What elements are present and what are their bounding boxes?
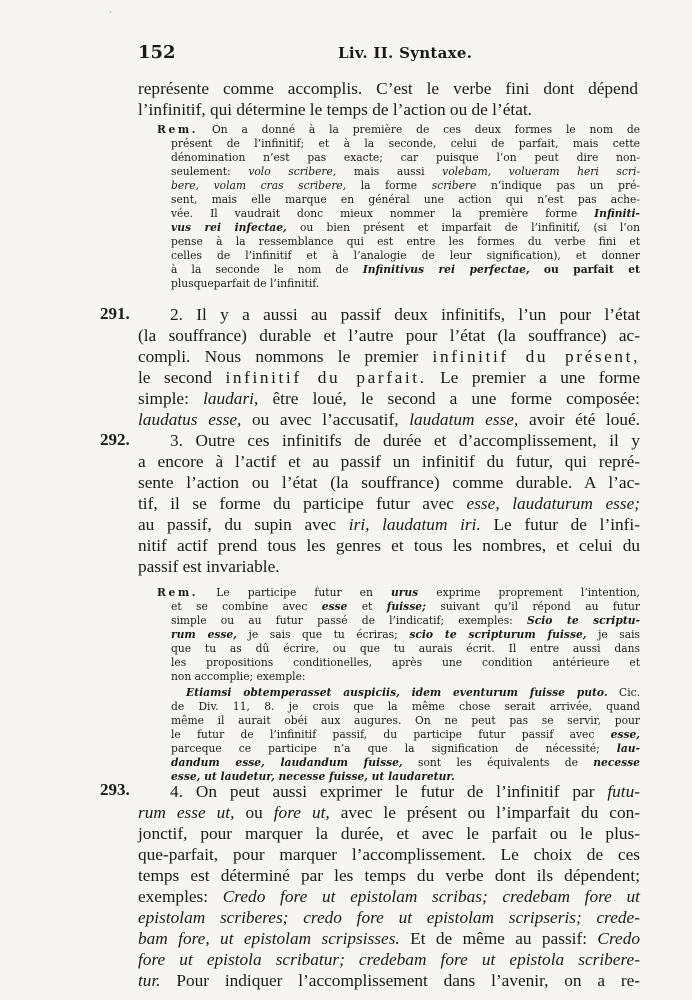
latin-text: scio te scripturum fuisse,: [409, 628, 587, 641]
text-span: seulement:: [171, 165, 231, 178]
text-line: [138, 907, 640, 928]
text-span: Le futur de l’infi-: [493, 515, 640, 534]
latin-text: bere, volam cras scribere,: [171, 179, 347, 192]
text-line: [138, 367, 640, 388]
text-line: celles de l’infinitif et à l’analogie de leur signification), et donner: [171, 249, 640, 262]
text-span: je sais que tu écriras;: [248, 628, 398, 641]
page-header: [138, 42, 638, 66]
latin-text: scribere: [431, 179, 477, 192]
remark-label: Rem.: [157, 123, 199, 136]
latin-text: urus: [390, 586, 419, 599]
page-number: 152: [138, 42, 176, 63]
text-line: [170, 781, 640, 802]
text-line: [138, 886, 640, 907]
latin-text: esse,: [610, 728, 640, 741]
latin-text: esse: [321, 600, 348, 613]
text-span: ou bien présent et imparfait de l’infinitif, (si l’on: [299, 221, 640, 234]
text-span: ou parfait et: [543, 263, 640, 276]
text-span: avec le présent ou l’imparfait du con-: [340, 803, 641, 822]
text-span: le second: [138, 368, 212, 387]
text-line: [138, 346, 640, 367]
text-line: [138, 493, 640, 514]
text-span: Pour indiquer l’accomplissement dans l’avenir, on a re-: [176, 971, 640, 990]
latin-text: necesse: [593, 756, 640, 769]
text-span: ou avec l’accusatif,: [251, 410, 399, 429]
latin-text: tur.: [138, 971, 161, 990]
latin-text: Infiniti-: [594, 207, 640, 220]
text-span: le futur de l’infinitif passif, du participe futur passif avec: [171, 728, 595, 741]
text-span: 4. On peut aussi exprimer le futur de l’infinitif par: [170, 782, 595, 801]
text-line: [157, 123, 640, 137]
section-number: 292.: [100, 430, 130, 449]
latin-text: Etiamsi obtemperasset auspiciis, idem eventurum fuisse puto.: [186, 686, 608, 699]
term: infinitif du parfait.: [225, 368, 427, 387]
latin-text: esse, laudaturum esse;: [466, 494, 640, 513]
margin-speck: ˊ: [108, 12, 113, 22]
text-line: [138, 949, 640, 970]
text-span: je sais: [598, 628, 641, 641]
text-line: non accomplie; exemple:: [171, 670, 306, 683]
text-line: présent de l’infinitif; et à la seconde, celui de parfait, mais cette: [171, 137, 640, 150]
text-line: que-parfait, pour marquer l’accomplissement. Le choix de ces: [138, 845, 640, 864]
latin-text: lau-: [616, 742, 640, 755]
text-line: [138, 970, 640, 991]
text-line: pense à la ressemblance qui est entre les formes du verbe fini et: [171, 235, 640, 248]
text-span: suivant qu’il répond au futur: [440, 600, 641, 613]
latin-text: dandum esse, laudandum fuisse,: [171, 756, 403, 769]
running-title: Liv. II. Syntaxe.: [338, 44, 473, 62]
text-span: Le participe futur en: [216, 586, 373, 599]
text-span: Le premier a une forme: [440, 368, 640, 387]
latin-text: Infinitivus rei perfectae,: [362, 263, 530, 276]
latin-text: rum esse,: [171, 628, 237, 641]
text-line: passif est invariable.: [138, 557, 280, 576]
text-line: nitif actif prend tous les genres et tous les nombres, et celui du: [138, 536, 640, 555]
text-span: au passif, du supin avec: [138, 515, 337, 534]
section-number: 293.: [100, 780, 130, 799]
text-line: représente comme accomplis. C’est le verbe fini dont dépend: [138, 79, 638, 98]
text-span: parceque ce participe n’a que la signification de nécessité;: [171, 742, 600, 755]
latin-text: fuisse;: [386, 600, 426, 613]
text-span: exemples:: [138, 887, 209, 906]
text-line: (la souffrance) durable et l’autre pour l’état (la souffrance) ac-: [138, 326, 640, 345]
latin-text: futu-: [607, 782, 640, 801]
section-number: 291.: [100, 304, 130, 323]
text-line: 3. Outre ces infinitifs de durée et d’accomplissement, il y: [170, 431, 640, 450]
text-line: [171, 207, 640, 221]
latin-text: fore ut epistola scribatur; credebam fore ut epistola scribere-: [138, 950, 640, 969]
latin-text: Credo fore ut epistolam scribas; credebam fore ut: [222, 887, 640, 906]
text-line: de Div. 11, 8. je crois que la même chose serait arrivée, quand: [171, 700, 640, 713]
text-line: que tu as dû écrire, ou que tu aurais écrit. Il entre aussi dans: [171, 642, 640, 655]
latin-text: esse, ut laudetur, necesse fuisse, ut laudaretur.: [171, 770, 455, 783]
text-span: On a donné à la première de ces deux formes le nom de: [211, 123, 640, 136]
text-line: l’infinitif, qui détermine le temps de l’action ou de l’état.: [138, 100, 532, 119]
text-span: vée. Il vaudrait donc mieux nommer la première forme: [171, 207, 578, 220]
text-span: exprime proprement l’intention,: [436, 586, 640, 599]
text-span: sont les équivalents de: [418, 756, 578, 769]
text-span: et: [361, 600, 373, 613]
latin-text: rum esse ut,: [138, 803, 235, 822]
latin-text: Credo: [597, 929, 640, 948]
text-span: tif, il se forme du participe futur avec: [138, 494, 454, 513]
latin-text: bam fore, ut epistolam scripsisses.: [138, 929, 400, 948]
latin-text: Scio te scriptu-: [526, 614, 640, 627]
text-line: [157, 586, 640, 600]
remark-label: Rem.: [157, 586, 199, 599]
text-line: [171, 179, 640, 193]
latin-text: laudatum esse,: [409, 410, 519, 429]
term: infinitif du présent,: [432, 347, 640, 366]
text-span: mais aussi: [353, 165, 425, 178]
text-span: et se combine avec: [171, 600, 308, 613]
text-line: sent, mais elle marque en général une action qui n’est pas ache-: [171, 193, 640, 206]
text-line: a encore à l’actif et au passif un infinitif du futur, qui repré-: [138, 452, 640, 471]
text-line: [138, 928, 640, 949]
latin-text: iri, laudatum iri.: [348, 515, 481, 534]
text-span: être loué, le second a une forme composée:: [272, 389, 640, 408]
text-line: même il aurait obéi aux augures. On ne peut pas se servir, pour: [171, 714, 640, 727]
text-span: simple:: [138, 389, 189, 408]
text-span: ou: [245, 803, 263, 822]
text-span: la forme: [360, 179, 418, 192]
text-span: compli. Nous nommons le premier: [138, 347, 419, 366]
text-line: dénomination n’est pas exacte; car puisque l’on peut dire non-: [171, 151, 640, 164]
text-span: simple ou au futur passé de l’indicatif; exemples:: [171, 614, 513, 627]
latin-text: volo scribere,: [248, 165, 337, 178]
text-line: temps est déterminé par les temps du verbe dont ils dépendent;: [138, 866, 640, 885]
text-span: Et de même au passif:: [410, 929, 588, 948]
text-span: n’indique pas un pré-: [490, 179, 641, 192]
text-line: [171, 756, 640, 770]
text-line: plusqueparfait de l’infinitif.: [171, 277, 320, 290]
text-line: sente l’action ou l’état (la souffrance) comme durable. A l’ac-: [138, 473, 640, 492]
latin-text: laudatus esse,: [138, 410, 242, 429]
text-line: [171, 263, 640, 277]
latin-text: fore ut,: [273, 803, 330, 822]
text-line: 2. Il y a aussi au passif deux infinitifs, l’un pour l’état: [170, 305, 640, 324]
text-line: [138, 802, 640, 823]
latin-text: vus rei infectae,: [171, 221, 287, 234]
text-line: [138, 409, 640, 430]
text-line: [186, 686, 640, 700]
latin-text: volebam, volueram heri scri-: [442, 165, 641, 178]
text-span: Cic.: [619, 686, 640, 699]
latin-text: epistolam scriberes; credo fore ut epistolam scripseris; crede-: [138, 908, 640, 927]
text-line: [171, 165, 640, 179]
latin-text: laudari,: [203, 389, 259, 408]
text-line: [138, 388, 640, 409]
text-line: [171, 628, 640, 642]
text-line: [138, 514, 640, 535]
text-line: [171, 728, 640, 742]
text-line: [171, 742, 640, 756]
text-line: les propositions conditionelles, après une condition antérieure et: [171, 656, 640, 669]
text-line: [171, 600, 640, 614]
text-line: [171, 614, 640, 628]
text-span: avoir été loué.: [528, 410, 640, 429]
text-line: [171, 221, 640, 235]
text-line: jonctif, pour marquer la durée, et avec le parfait ou le plus-: [138, 824, 640, 843]
text-span: à la seconde le nom de: [171, 263, 349, 276]
